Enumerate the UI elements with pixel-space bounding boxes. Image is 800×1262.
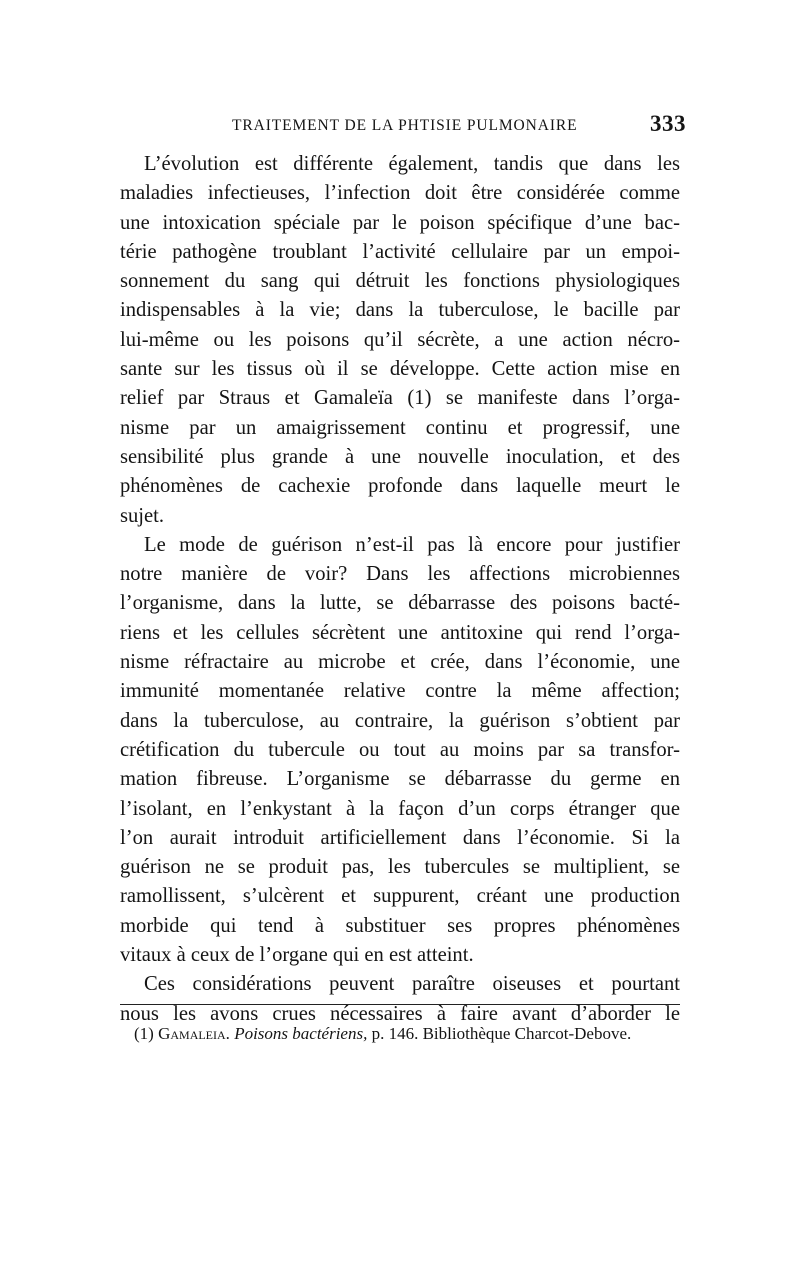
text-line: sensibilité plus grande à une nouvelle inoculation, et des — [120, 445, 680, 468]
text-line: ramollissent, s’ulcèrent et suppurent, créant une production — [120, 885, 680, 908]
text-line: immunité momentanée relative contre la même affection; — [120, 680, 680, 703]
text-line: une intoxication spéciale par le poison spécifique d’une bac- — [120, 211, 680, 234]
text-line: indispensables à la vie; dans la tuberculose, le bacille par — [120, 299, 680, 322]
text-line: L’évolution est différente également, tandis que dans les — [144, 153, 680, 175]
text-line: l’on aurait introduit artificiellement dans l’économie. Si la — [120, 826, 680, 849]
text-line: Le mode de guérison n’est-il pas là encore pour justifier — [144, 533, 680, 556]
text-line: nous les avons crues nécessaires à faire avant d’aborder le — [120, 1002, 680, 1025]
page-number: 333 — [650, 111, 686, 136]
text-line: guérison ne se produit pas, les tubercules se multiplient, se — [120, 856, 680, 879]
text-line: notre manière de voir? Dans les affections microbiennes — [120, 563, 680, 586]
footnote-reference: p. 146. Bibliothèque Charcot-Debove. — [371, 1024, 632, 1043]
text-line: l’isolant, en l’enkystant à la façon d’un corps étranger que — [120, 797, 680, 820]
footnote — [134, 1024, 680, 1044]
text-line: maladies infectieuses, l’infection doit être considérée comme — [120, 182, 680, 205]
text-line: vitaux à ceux de l’organe qui en est atteint. — [120, 944, 474, 967]
text-line: Ces considérations peuvent paraître oiseuses et pourtant — [144, 973, 680, 996]
text-line: crétification du tubercule ou tout au moins par sa transfor- — [120, 738, 680, 761]
text-line: lui-même ou les poisons qu’il sécrète, a une action nécro- — [120, 328, 680, 351]
text-line: sonnement du sang qui détruit les fonctions physiologiques — [120, 270, 680, 293]
text-line: sujet. — [120, 504, 165, 527]
text-line: dans la tuberculose, au contraire, la guérison s’obtient par — [120, 709, 680, 732]
running-title: TRAITEMENT DE LA PHTISIE PULMONAIRE — [232, 117, 578, 134]
text-line: l’organisme, dans la lutte, se débarrasse des poisons bacté- — [120, 592, 680, 615]
footnote-title: Poisons bactériens, — [234, 1024, 368, 1043]
text-line: nisme par un amaigrissement continu et progressif, une — [120, 416, 680, 439]
footnote-marker: (1) — [134, 1024, 154, 1043]
text-line: térie pathogène troublant l’activité cellulaire par un empoi- — [120, 240, 680, 263]
text-line: riens et les cellules sécrètent une antitoxine qui rend l’orga- — [120, 621, 680, 644]
footnote-divider — [120, 1004, 680, 1005]
body-text — [120, 150, 680, 1029]
text-line: mation fibreuse. L’organisme se débarrasse du germe en — [120, 768, 680, 791]
text-line: sante sur les tissus où il se développe. Cette action mise en — [120, 358, 680, 381]
text-line: relief par Straus et Gamaleïa (1) se manifeste dans l’orga- — [120, 387, 680, 410]
footnote-author: Gamaleia. — [158, 1024, 230, 1043]
text-line: phénomènes de cachexie profonde dans laquelle meurt le — [120, 475, 680, 498]
text-line: nisme réfractaire au microbe et crée, dans l’économie, une — [120, 651, 680, 674]
running-head — [120, 111, 686, 143]
text-line: morbide qui tend à substituer ses propres phénomènes — [120, 914, 680, 937]
